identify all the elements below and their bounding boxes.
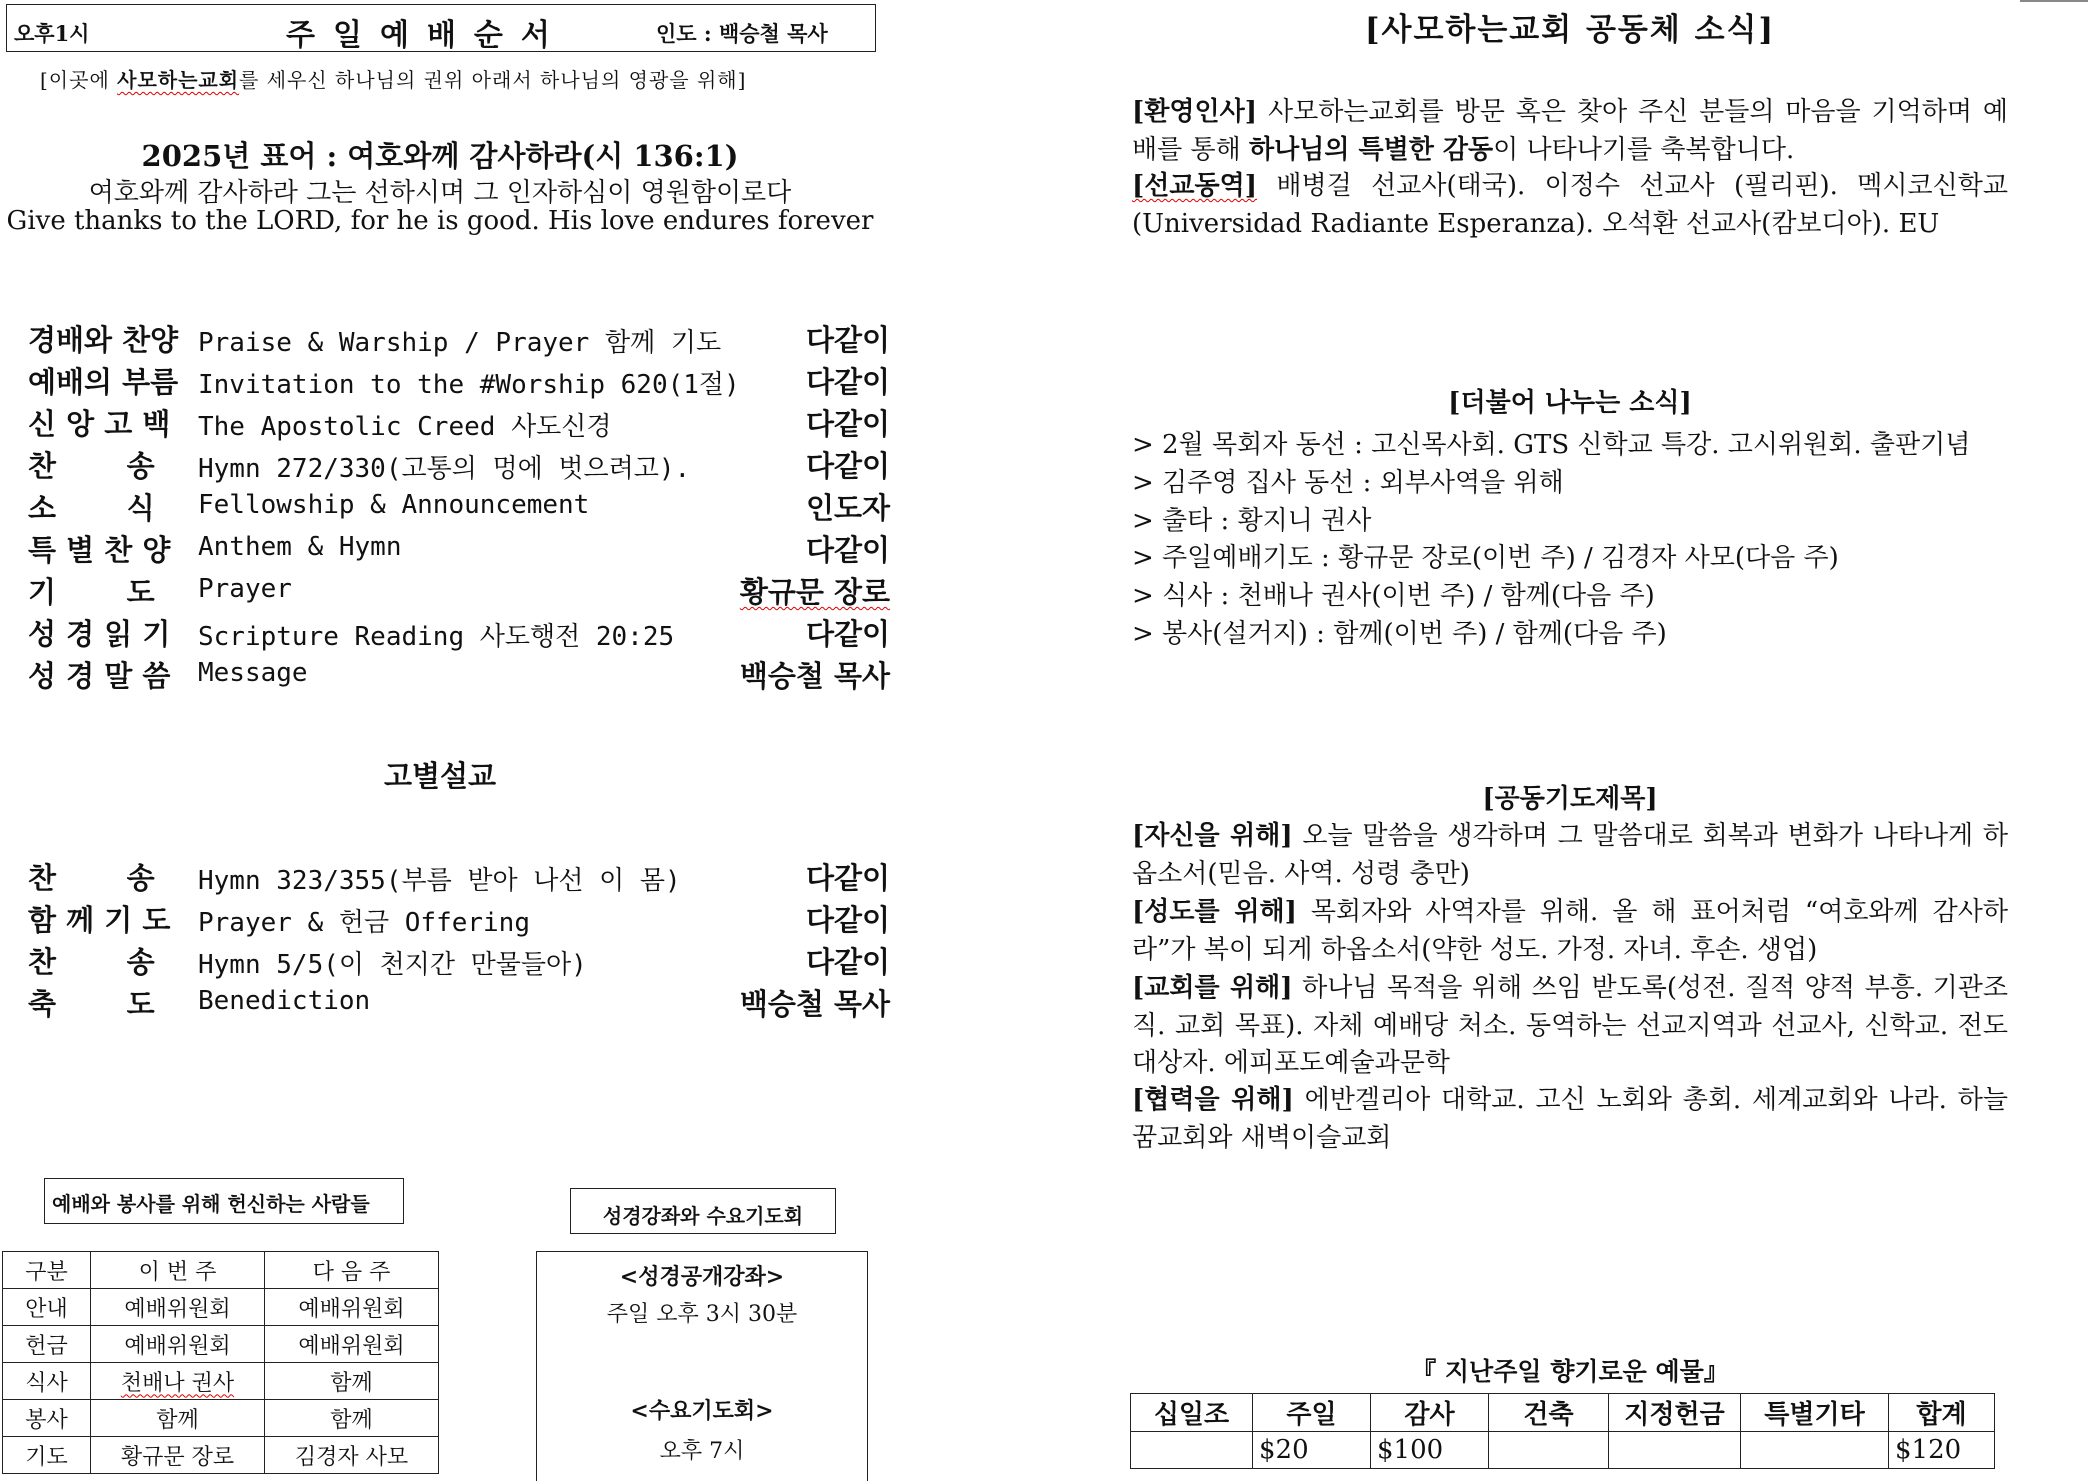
table-cell: 주일	[1253, 1394, 1371, 1432]
order-who: 다같이	[805, 617, 890, 651]
table-cell: 특별기타	[1741, 1394, 1889, 1432]
order-who: 백승철 목사	[739, 987, 890, 1021]
list-item: > 2월 목회자 동선 : 고신목사회. GTS 신학교 특강. 고시위원회. 출판기념	[1132, 430, 1971, 460]
order-desc: Prayer & 헌금 Offering	[198, 908, 530, 938]
order-label: 신 앙 고 백	[28, 407, 171, 441]
table-cell: 천배나 권사	[91, 1363, 265, 1400]
order-who: 다같이	[805, 449, 890, 483]
table-cell: 예배위원회	[91, 1289, 265, 1326]
order-label: 성 경 읽 기	[28, 617, 171, 651]
table-cell: 예배위원회	[91, 1326, 265, 1363]
order-label: 특 별 찬 양	[28, 533, 171, 567]
bulletin-title: 주일예배순서	[286, 18, 568, 53]
order-desc: Message	[198, 658, 308, 688]
order-who: 다같이	[805, 323, 890, 357]
lecture-title: <성경공개강좌>	[619, 1264, 785, 1290]
order-row	[28, 528, 890, 568]
table-row	[3, 1326, 439, 1363]
order-label: 소 식	[28, 491, 155, 525]
order-desc: Scripture Reading 사도행전 20:25	[198, 622, 675, 652]
order-row	[28, 856, 890, 896]
table-cell: $100	[1371, 1432, 1489, 1469]
order-row	[28, 612, 890, 652]
motto-verse-english: Give thanks to the LORD, for he is good. His love endures forever	[6, 206, 874, 236]
order-label: 찬 송	[28, 861, 155, 895]
table-cell	[1741, 1432, 1889, 1469]
table-row	[3, 1400, 439, 1437]
order-label: 찬 송	[28, 449, 155, 483]
order-row	[28, 898, 890, 938]
wednesday-prayer-time: 오후 7시	[659, 1439, 745, 1464]
table-cell: 봉사	[3, 1400, 91, 1437]
order-row	[28, 444, 890, 484]
order-who: 다같이	[805, 365, 890, 399]
table-row	[3, 1437, 439, 1474]
table-cell: 합계	[1889, 1394, 1995, 1432]
order-who: 인도자	[805, 491, 890, 525]
order-row	[28, 654, 890, 694]
table-cell: 황규문 장로	[91, 1437, 265, 1474]
motto-verse-korean: 여호와께 감사하라 그는 선하시며 그 인자하심이 영원함이로다	[88, 178, 792, 208]
service-leader: 인도 : 백승철 목사	[656, 21, 828, 46]
share-news-title: [더불어 나누는 소식]	[1448, 388, 1692, 418]
order-label: 기 도	[28, 575, 155, 609]
list-item: > 주일예배기도 : 황규문 장로(이번 주) / 김경자 사모(다음 주)	[1132, 543, 1839, 573]
order-row	[28, 318, 890, 358]
table-cell: 함께	[265, 1400, 439, 1437]
list-item: > 봉사(설거지) : 함께(이번 주) / 함께(다음 주)	[1132, 619, 1667, 649]
order-desc: Praise & Warship / Prayer 함께 기도	[198, 328, 722, 358]
offering-title: 『 지난주일 향기로운 예물』	[1411, 1357, 1729, 1386]
table-cell: 함께	[91, 1400, 265, 1437]
table-cell: 지정헌금	[1609, 1394, 1741, 1432]
table-header-row	[3, 1252, 439, 1289]
order-label: 예배의 부름	[28, 365, 179, 399]
table-cell: 안내	[3, 1289, 91, 1326]
table-cell: 헌금	[3, 1326, 91, 1363]
list-item: > 김주영 집사 동선 : 외부사역을 위해	[1132, 468, 1564, 498]
offering-table	[1130, 1393, 1995, 1469]
prayer-item-self: [자신을 위해] 오늘 말씀을 생각하며 그 말씀대로 회복과 변화가 나타나게 하옵소서(믿음. 사역. 성령 충만)	[1132, 821, 2008, 889]
order-desc: Prayer	[198, 574, 292, 604]
order-desc: Hymn 272/330(고통의 멍에 벗으려고).	[198, 454, 691, 484]
order-desc: Fellowship & Announcement	[198, 490, 590, 520]
service-time: 오후1시	[14, 21, 90, 46]
order-row	[28, 402, 890, 442]
lecture-time: 주일 오후 3시 30분	[606, 1302, 798, 1327]
order-label: 경배와 찬양	[28, 323, 179, 357]
order-row	[28, 360, 890, 400]
list-item: > 식사 : 천배나 권사(이번 주) / 함께(다음 주)	[1132, 581, 1655, 611]
header-subtitle: [이곳에 사모하는교회를 세우신 하나님의 권위 아래서 하나님의 영광을 위해]	[40, 68, 747, 92]
table-cell	[1131, 1432, 1253, 1469]
table-cell: 건축	[1489, 1394, 1609, 1432]
order-desc: Hymn 323/355(부름 받아 나선 이 몸)	[198, 866, 681, 896]
servants-table	[2, 1251, 439, 1474]
prayer-item-church: [교회를 위해] 하나님 목적을 위해 쓰임 받도록(성전. 질적 양적 부흥. 기관조직. 교회 목표). 자체 예배당 처소. 동역하는 선교지역과 선교사, 신학교. 전도대상자. 에피포도예술과문학	[1132, 973, 2008, 1078]
table-cell: 기도	[3, 1437, 91, 1474]
list-item: > 출타 : 황지니 권사	[1132, 506, 1372, 536]
table-header-row	[1131, 1394, 1995, 1432]
order-who: 다같이	[805, 533, 890, 567]
order-label: 성 경 말 씀	[28, 659, 171, 693]
order-who: 다같이	[805, 903, 890, 937]
table-cell: 다 음 주	[265, 1252, 439, 1289]
table-cell: $120	[1889, 1432, 1995, 1469]
order-who: 다같이	[805, 861, 890, 895]
prayer-item-members: [성도를 위해] 목회자와 사역자를 위해. 올 해 표어처럼 “여호와께 감사하라”가 복이 되게 하옵소서(약한 성도. 가정. 자녀. 후손. 생업)	[1132, 897, 2008, 965]
table-row	[3, 1289, 439, 1326]
prayer-item-cooperation: [협력을 위해] 에반겔리아 대학교. 고신 노회와 총회. 세계교회와 나라. 하늘꿈교회와 새벽이슬교회	[1132, 1085, 2008, 1153]
order-who: 다같이	[805, 407, 890, 441]
order-who: 다같이	[805, 945, 890, 979]
order-label: 찬 송	[28, 945, 155, 979]
order-label: 축 도	[28, 987, 155, 1021]
table-cell: 예배위원회	[265, 1289, 439, 1326]
table-cell: 식사	[3, 1363, 91, 1400]
table-cell: 십일조	[1131, 1394, 1253, 1432]
table-cell: 이 번 주	[91, 1252, 265, 1289]
order-who: 백승철 목사	[739, 659, 890, 693]
servants-title: 예배와 봉사를 위해 헌신하는 사람들	[52, 1192, 370, 1216]
table-cell	[1489, 1432, 1609, 1469]
order-row	[28, 570, 890, 610]
table-row	[1131, 1432, 1995, 1469]
mission-paragraph: [선교동역] 배병걸 선교사(태국). 이정수 선교사 (필리핀). 멕시코신학교(Universidad Radiante Esperanza). 오석환 선교사(캄보디아). EU	[1132, 171, 2008, 239]
table-cell: 구분	[3, 1252, 91, 1289]
year-motto: 2025년 표어 : 여호와께 감사하라(시 136:1)	[141, 139, 739, 173]
order-row	[28, 486, 890, 526]
wednesday-prayer-title: <수요기도회>	[630, 1398, 774, 1424]
order-desc: Benediction	[198, 986, 371, 1016]
order-desc: The Apostolic Creed 사도신경	[198, 412, 612, 442]
table-cell: $20	[1253, 1432, 1371, 1469]
order-who: 황규문 장로	[739, 575, 890, 609]
order-desc: Anthem & Hymn	[198, 532, 402, 562]
table-row	[3, 1363, 439, 1400]
order-desc: Invitation to the #Worship 620(1절)	[198, 370, 740, 400]
order-label: 함 께 기 도	[28, 903, 171, 937]
order-row	[28, 982, 890, 1022]
farewell-sermon-title: 고별설교	[383, 759, 497, 793]
welcome-paragraph: [환영인사] 사모하는교회를 방문 혹은 찾아 주신 분들의 마음을 기억하며 예배를 통해 하나님의 특별한 감동이 나타나기를 축복합니다.	[1132, 97, 2008, 165]
page-corner-mark	[2020, 0, 2088, 2]
table-cell: 함께	[265, 1363, 439, 1400]
table-cell: 감사	[1371, 1394, 1489, 1432]
table-cell: 예배위원회	[265, 1326, 439, 1363]
order-desc: Hymn 5/5(이 천지간 만물들아)	[198, 950, 587, 980]
table-cell: 김경자 사모	[265, 1437, 439, 1474]
news-title: [사모하는교회 공동체 소식]	[1364, 12, 1776, 48]
prayer-title: [공동기도제목]	[1482, 784, 1658, 814]
table-cell	[1609, 1432, 1741, 1469]
study-title: 성경강좌와 수요기도회	[602, 1204, 804, 1228]
order-row	[28, 940, 890, 980]
